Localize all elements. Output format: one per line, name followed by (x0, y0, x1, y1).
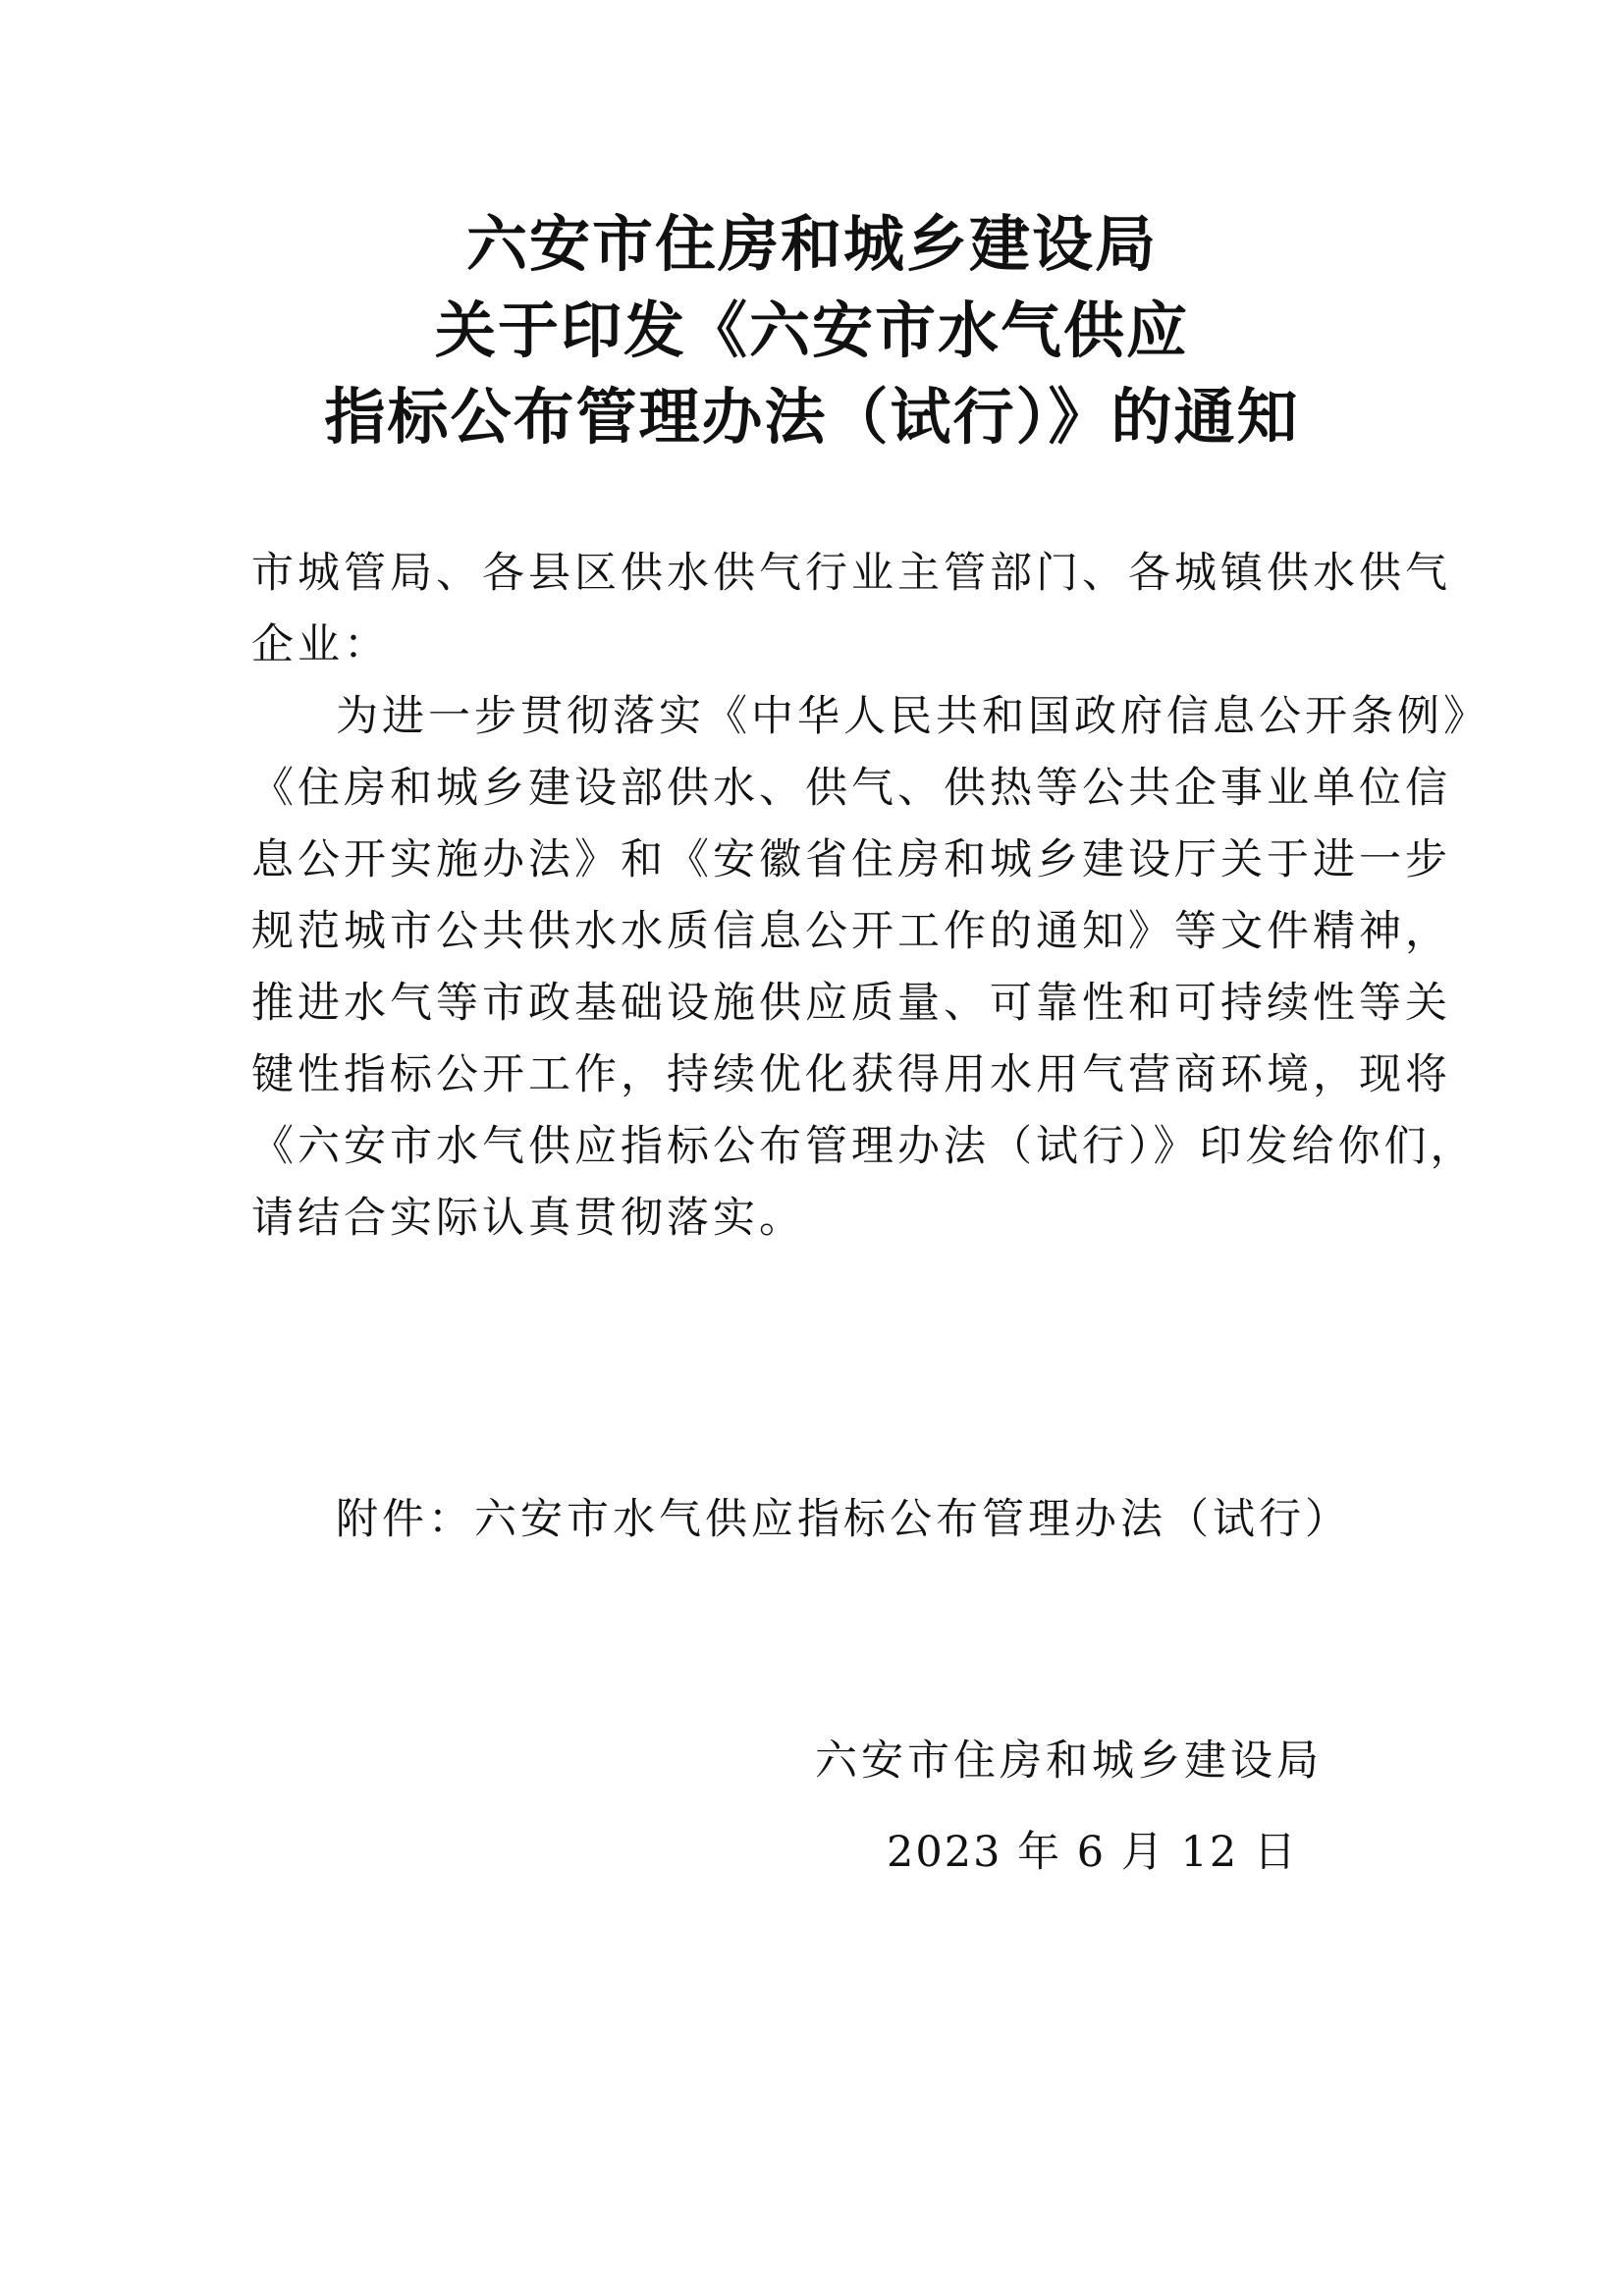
document-title (0, 201, 1624, 460)
addressee-line-1: 市城管局、各县区供水供气行业主管部门、各城镇供水供气 (251, 549, 1451, 598)
issue-date: 2023 年 6 月 12 日 (887, 1828, 1298, 1877)
body-line-7: 《六安市水气供应指标公布管理办法（试行）》印发给你们， (251, 1122, 1477, 1171)
title-line-3: 指标公布管理办法（试行）》的通知 (324, 381, 1300, 453)
addressee-line-2: 企业： (251, 620, 390, 669)
body-line-4: 规范城市公共供水水质信息公开工作的通知》等文件精神， (251, 907, 1451, 956)
body-line-3: 息公开实施办法》和《安徽省住房和城乡建设厅关于进一步 (251, 835, 1451, 884)
body-line-5: 推进水气等市政基础设施供应质量、可靠性和可持续性等关 (251, 979, 1451, 1028)
attachment-note: 附件：六安市水气供应指标公布管理办法（试行） (336, 1495, 1351, 1544)
body-line-8: 请结合实际认真贯彻落实。 (251, 1194, 805, 1243)
body-line-2: 《住房和城乡建设部供水、供气、供热等公共企事业单位信 (251, 764, 1451, 813)
body-paragraph (251, 681, 1489, 1255)
body-line-6: 键性指标公开工作，持续优化获得用水用气营商环境，现将 (251, 1050, 1451, 1099)
title-line-1: 六安市住房和城乡建设局 (465, 208, 1158, 280)
body-line-1: 为进一步贯彻落实《中华人民共和国政府信息公开条例》 (336, 692, 1489, 741)
issuer-signature: 六安市住房和城乡建设局 (815, 1736, 1323, 1786)
title-line-2: 关于印发《六安市水气供应 (434, 294, 1189, 366)
addressee (251, 538, 1451, 681)
